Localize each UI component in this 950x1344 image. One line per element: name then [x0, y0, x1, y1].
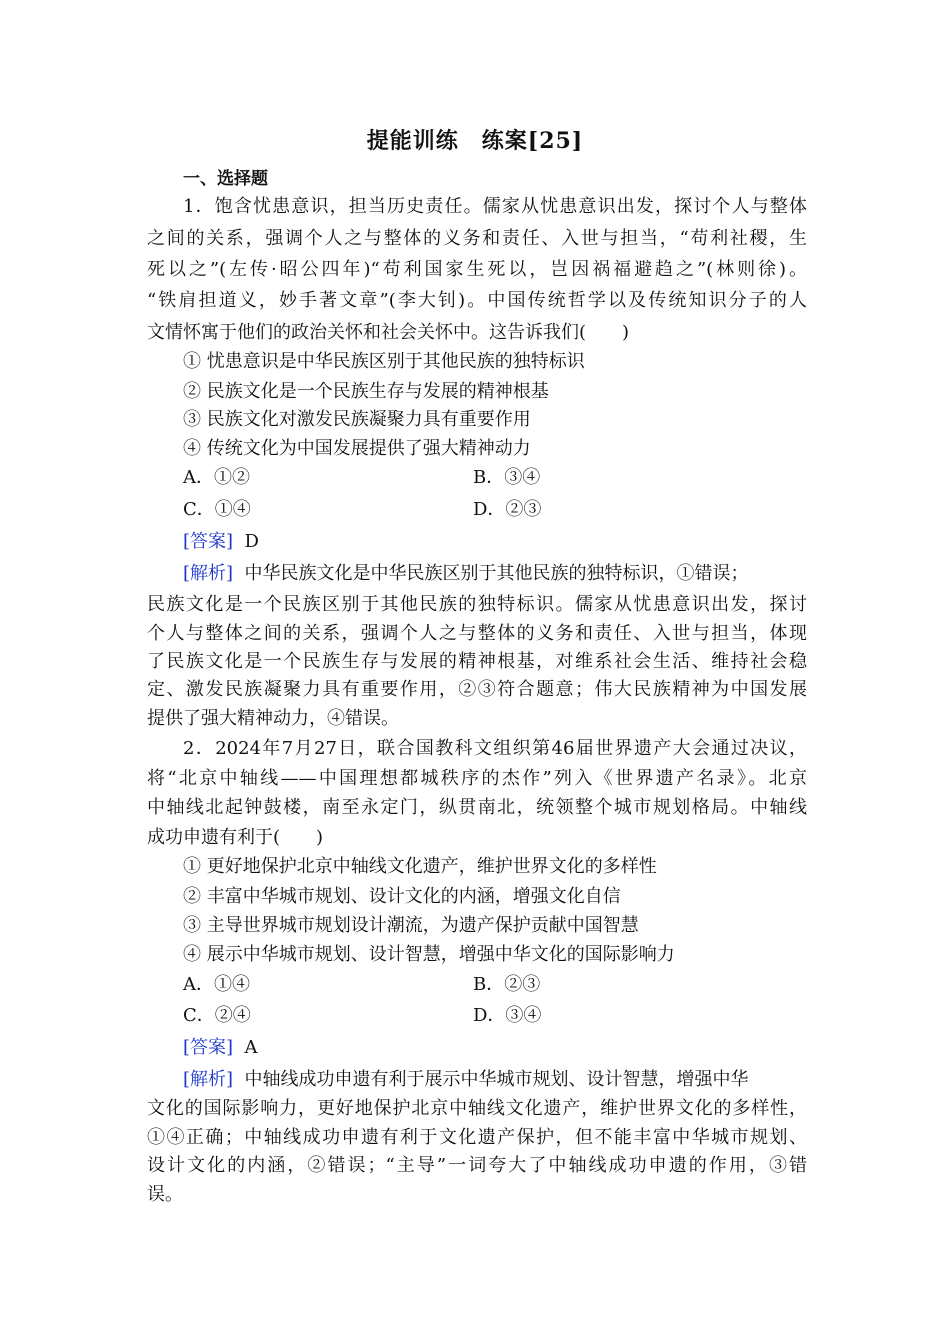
- q1-stem-line: 死以之”(左传·昭公四年)“苟利国家生死以，岂因祸福避趋之”(林则徐)。: [147, 259, 807, 280]
- q1-analysis-line: 了民族文化是一个民族生存与发展的精神根基，对维系社会生活、维持社会稳: [147, 651, 807, 672]
- q2-stem-line: 将“北京中轴线——中国理想都城秩序的杰作”列入《世界遗产名录》。北京: [147, 768, 807, 789]
- q1-option-c: C．①④: [183, 499, 251, 520]
- q1-analysis-line: 提供了强大精神动力，④错误。: [147, 708, 399, 729]
- q1-analysis-line: 民族文化是一个民族区别于其他民族的独特标识。儒家从忧患意识出发，探讨: [147, 594, 807, 615]
- q2-option-b: B．②③: [473, 974, 541, 995]
- section-heading: 一、选择题: [183, 169, 268, 189]
- q2-statement: ④ 展示中华城市规划、设计智慧，增强中华文化的国际影响力: [183, 944, 675, 965]
- q1-statement: ① 忧患意识是中华民族区别于其他民族的独特标识: [183, 351, 585, 372]
- analysis-text: 中华民族文化是中华民族区别于其他民族的独特标识，①错误；: [244, 563, 749, 584]
- answer-value: D: [244, 531, 259, 552]
- q2-stem-line: 成功申遗有利于( ): [147, 827, 324, 848]
- q2-analysis-line: 设计文化的内涵，②错误；“主导”一词夸大了中轴线成功申遗的作用，③错: [147, 1155, 807, 1176]
- q1-option-b: B．③④: [473, 467, 541, 488]
- q1-stem-line: “铁肩担道义，妙手著文章”(李大钊)。中国传统哲学以及传统知识分子的人: [147, 290, 807, 311]
- q2-stem-line: 2．2024年7月27日，联合国教科文组织第46届世界遗产大会通过决议，: [183, 738, 807, 759]
- q1-answer: [183, 531, 259, 553]
- q2-option-a: A．①④: [183, 974, 250, 995]
- answer-tag: [答案]: [183, 531, 234, 552]
- q2-analysis-first-line: [183, 1069, 749, 1091]
- q1-stem-line: 文情怀寓于他们的政治关怀和社会关怀中。这告诉我们( ): [147, 322, 630, 343]
- answer-tag: [答案]: [183, 1037, 234, 1058]
- q2-stem-line: 中轴线北起钟鼓楼，南至永定门，纵贯南北，统领整个城市规划格局。中轴线: [147, 797, 807, 818]
- q1-statement: ② 民族文化是一个民族生存与发展的精神根基: [183, 381, 549, 402]
- q2-option-c: C．②④: [183, 1005, 251, 1026]
- answer-value: A: [244, 1037, 258, 1058]
- q1-analysis-line: 个人与整体之间的关系，强调个人之与整体的义务和责任、入世与担当，体现: [147, 623, 807, 644]
- q1-stem-line: 1．饱含忧患意识，担当历史责任。儒家从忧患意识出发，探讨个人与整体: [183, 196, 807, 217]
- q2-option-d: D．③④: [473, 1005, 542, 1026]
- q1-analysis-first-line: [183, 563, 749, 585]
- q2-analysis-line: 误。: [147, 1184, 183, 1205]
- page-title: 提能训练 练案[25]: [366, 128, 584, 154]
- analysis-tag: [解析]: [183, 563, 234, 584]
- q1-analysis-line: 定、激发民族凝聚力具有重要作用，②③符合题意；伟大民族精神为中国发展: [147, 679, 807, 700]
- q1-statement: ④ 传统文化为中国发展提供了强大精神动力: [183, 438, 531, 459]
- q2-answer: [183, 1037, 258, 1059]
- q1-statement: ③ 民族文化对激发民族凝聚力具有重要作用: [183, 409, 531, 430]
- q2-analysis-line: ①④正确；中轴线成功申遗有利于文化遗产保护，但不能丰富中华城市规划、: [147, 1127, 807, 1148]
- q2-statement: ① 更好地保护北京中轴线文化遗产，维护世界文化的多样性: [183, 856, 657, 877]
- analysis-tag: [解析]: [183, 1069, 234, 1090]
- q1-option-d: D．②③: [473, 499, 542, 520]
- q2-statement: ③ 主导世界城市规划设计潮流，为遗产保护贡献中国智慧: [183, 915, 639, 936]
- q2-analysis-line: 文化的国际影响力，更好地保护北京中轴线文化遗产，维护世界文化的多样性，: [147, 1098, 807, 1119]
- analysis-text: 中轴线成功申遗有利于展示中华城市规划、设计智慧，增强中华: [244, 1069, 749, 1090]
- q1-option-a: A．①②: [183, 467, 250, 488]
- q1-stem-line: 之间的关系，强调个人之与整体的义务和责任、入世与担当，“苟利社稷，生: [147, 228, 807, 249]
- q2-statement: ② 丰富中华城市规划、设计文化的内涵，增强文化自信: [183, 886, 621, 907]
